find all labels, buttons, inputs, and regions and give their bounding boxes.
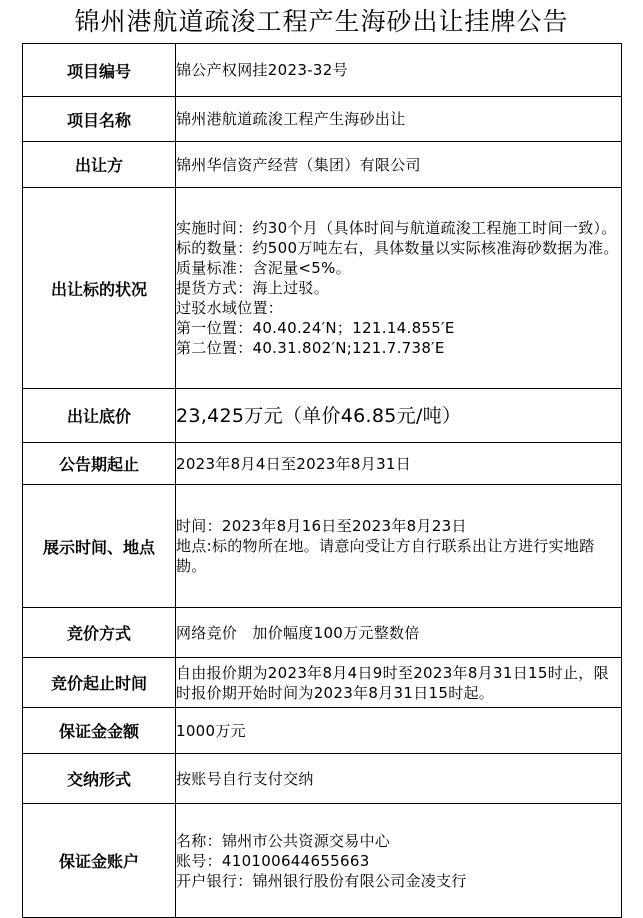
row-value [176, 142, 622, 188]
row-value [176, 44, 622, 97]
row-label: 交纳形式 [23, 754, 176, 804]
value-line: 锦州港航道疏浚工程产生海砂出让 [176, 110, 406, 128]
table-row-display-time-place [23, 485, 622, 608]
table-row-subject-status [23, 188, 622, 389]
table-row-project-number [23, 44, 622, 97]
value-line: 名称：锦州市公共资源交易中心 [176, 831, 391, 850]
value-line: 质量标准：含泥量<5%。 [176, 259, 351, 277]
table-row-project-name [23, 97, 622, 142]
value-line: 时间：2023年8月16日至2023年8月23日 [176, 517, 467, 535]
row-value [176, 443, 622, 485]
value-line: 地点:标的物所在地。请意向受让方自行联系出让方进行实地踏勘。 [176, 537, 595, 575]
value-line: 锦州华信资产经营（集团）有限公司 [176, 155, 421, 174]
row-value [176, 97, 622, 142]
value-line: 提货方式：海上过驳。 [176, 279, 330, 297]
row-label: 展示时间、地点 [23, 485, 176, 608]
row-label: 保证金账户 [23, 804, 176, 918]
value-line: 按账号自行支付交纳 [176, 769, 314, 788]
notice-table [22, 43, 622, 918]
table-row-deposit-amount [23, 708, 622, 754]
row-label: 项目名称 [23, 97, 176, 142]
row-label: 出让标的状况 [23, 188, 176, 389]
value-line: 过驳水域位置： [176, 299, 284, 317]
table-row-announcement-period [23, 443, 622, 485]
value-line: 网络竞价 加价幅度100万元整数倍 [176, 623, 420, 642]
table-row-deposit-account [23, 804, 622, 918]
row-label: 公告期起止 [23, 443, 176, 485]
value-line: 实施时间：约30个月（具体时间与航道疏浚工程施工时间一致）。 [176, 219, 617, 237]
value-line: 自由报价期为2023年8月4日9时至2023年8月31日15时止，限时报价期开始时间为2023年8月31日15时起。 [176, 663, 609, 702]
value-line: 1000万元 [176, 721, 246, 740]
row-label: 出让方 [23, 142, 176, 188]
row-label: 竞价方式 [23, 608, 176, 658]
table-row-transferor [23, 142, 622, 188]
table-row-bidding-period [23, 658, 622, 708]
row-value [176, 804, 622, 918]
row-value [176, 188, 622, 389]
row-value [176, 485, 622, 608]
value-line: 第二位置：40.31.802′N;121.7.738′E [176, 339, 445, 357]
row-value [176, 658, 622, 708]
row-label: 项目编号 [23, 44, 176, 97]
value-line: 标的数量：约500万吨左右，具体数量以实际核准海砂数据为准。 [176, 239, 619, 257]
notice-title: 锦州港航道疏浚工程产生海砂出让挂牌公告 [74, 7, 569, 36]
table-row-reserve-price [23, 389, 622, 443]
value-line: 23,425万元（单价46.85元/吨） [176, 404, 462, 427]
value-line: 2023年8月4日至2023年8月31日 [176, 454, 412, 473]
row-value [176, 389, 622, 443]
value-line: 锦公产权网挂2023-32号 [176, 61, 348, 79]
value-line: 账号：410100644655663 [176, 851, 370, 870]
row-value [176, 754, 622, 804]
value-line: 开户银行：锦州银行股份有限公司金凌支行 [176, 871, 467, 890]
row-value [176, 708, 622, 754]
row-label: 保证金金额 [23, 708, 176, 754]
table-row-bidding-method [23, 608, 622, 658]
row-label: 出让底价 [23, 389, 176, 443]
value-line: 第一位置：40.40.24′N；121.14.855′E [176, 319, 455, 337]
table-row-payment-form [23, 754, 622, 804]
row-label: 竞价起止时间 [23, 658, 176, 708]
row-value [176, 608, 622, 658]
